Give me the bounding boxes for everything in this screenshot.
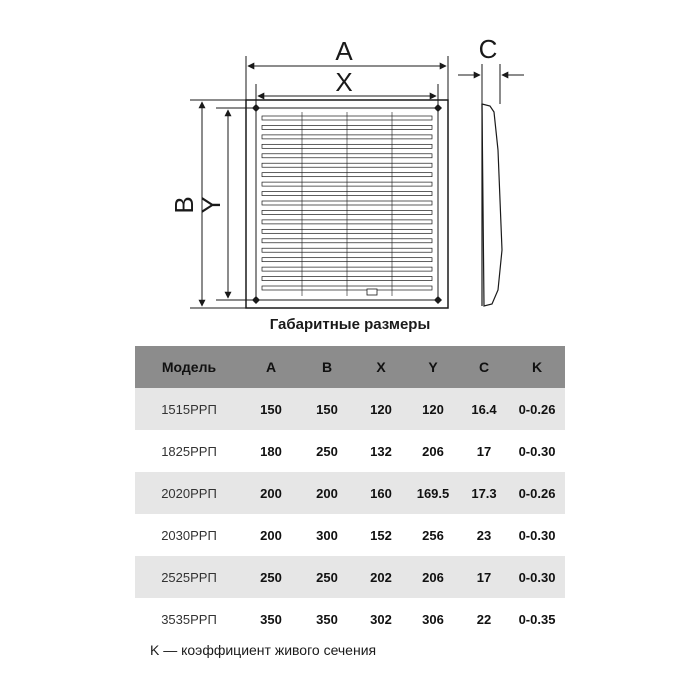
drawing-caption: Габаритные размеры bbox=[269, 316, 431, 333]
value-b-cell: 350 bbox=[299, 598, 355, 640]
value-b-cell: 200 bbox=[299, 472, 355, 514]
model-cell: 2030РРП bbox=[135, 514, 243, 556]
value-k-cell: 0-0.30 bbox=[509, 514, 565, 556]
model-cell: 1515РРП bbox=[135, 388, 243, 430]
dimension-x-label: X bbox=[335, 67, 353, 97]
table-header-row bbox=[135, 346, 565, 388]
column-header-a: A bbox=[243, 346, 299, 388]
value-c-cell: 16.4 bbox=[459, 388, 509, 430]
value-a-cell: 150 bbox=[243, 388, 299, 430]
value-x-cell: 152 bbox=[355, 514, 407, 556]
table-row bbox=[135, 556, 565, 598]
model-cell: 2020РРП bbox=[135, 472, 243, 514]
model-cell: 1825РРП bbox=[135, 430, 243, 472]
model-cell: 2525РРП bbox=[135, 556, 243, 598]
value-k-cell: 0-0.26 bbox=[509, 472, 565, 514]
value-x-cell: 202 bbox=[355, 556, 407, 598]
dimension-c-label: C bbox=[478, 34, 498, 64]
table-row bbox=[135, 388, 565, 430]
value-b-cell: 250 bbox=[299, 430, 355, 472]
value-c-cell: 17 bbox=[459, 430, 509, 472]
column-header-model: Модель bbox=[135, 346, 243, 388]
grille-drawing bbox=[0, 0, 700, 320]
value-y-cell: 206 bbox=[407, 556, 459, 598]
value-b-cell: 150 bbox=[299, 388, 355, 430]
value-x-cell: 302 bbox=[355, 598, 407, 640]
value-k-cell: 0-0.30 bbox=[509, 556, 565, 598]
value-y-cell: 206 bbox=[407, 430, 459, 472]
grille-side-profile bbox=[482, 104, 502, 306]
value-a-cell: 200 bbox=[243, 514, 299, 556]
column-header-x: X bbox=[355, 346, 407, 388]
grille-front-view bbox=[246, 100, 448, 308]
grille-latch bbox=[367, 289, 377, 295]
column-header-k: K bbox=[509, 346, 565, 388]
value-k-cell: 0-0.35 bbox=[509, 598, 565, 640]
value-a-cell: 250 bbox=[243, 556, 299, 598]
value-b-cell: 300 bbox=[299, 514, 355, 556]
value-y-cell: 120 bbox=[407, 388, 459, 430]
value-x-cell: 120 bbox=[355, 388, 407, 430]
value-c-cell: 22 bbox=[459, 598, 509, 640]
value-x-cell: 160 bbox=[355, 472, 407, 514]
column-header-c: C bbox=[459, 346, 509, 388]
value-y-cell: 169.5 bbox=[407, 472, 459, 514]
value-c-cell: 17.3 bbox=[459, 472, 509, 514]
value-x-cell: 132 bbox=[355, 430, 407, 472]
value-a-cell: 200 bbox=[243, 472, 299, 514]
table-row bbox=[135, 430, 565, 472]
column-header-y: Y bbox=[407, 346, 459, 388]
value-y-cell: 256 bbox=[407, 514, 459, 556]
dimension-c bbox=[458, 64, 524, 104]
value-c-cell: 23 bbox=[459, 514, 509, 556]
table-row bbox=[135, 598, 565, 640]
footnote: K — коэффициент живого сечения bbox=[150, 642, 377, 658]
column-header-b: B bbox=[299, 346, 355, 388]
value-b-cell: 250 bbox=[299, 556, 355, 598]
table-row bbox=[135, 514, 565, 556]
dimension-b-label: B bbox=[169, 196, 199, 214]
table-row bbox=[135, 472, 565, 514]
dimension-a-label: A bbox=[335, 36, 353, 66]
value-y-cell: 306 bbox=[407, 598, 459, 640]
value-k-cell: 0-0.26 bbox=[509, 388, 565, 430]
value-k-cell: 0-0.30 bbox=[509, 430, 565, 472]
value-a-cell: 350 bbox=[243, 598, 299, 640]
model-cell: 3535РРП bbox=[135, 598, 243, 640]
specs-table bbox=[135, 346, 565, 640]
value-c-cell: 17 bbox=[459, 556, 509, 598]
value-a-cell: 180 bbox=[243, 430, 299, 472]
dimension-y-label: Y bbox=[196, 196, 226, 214]
